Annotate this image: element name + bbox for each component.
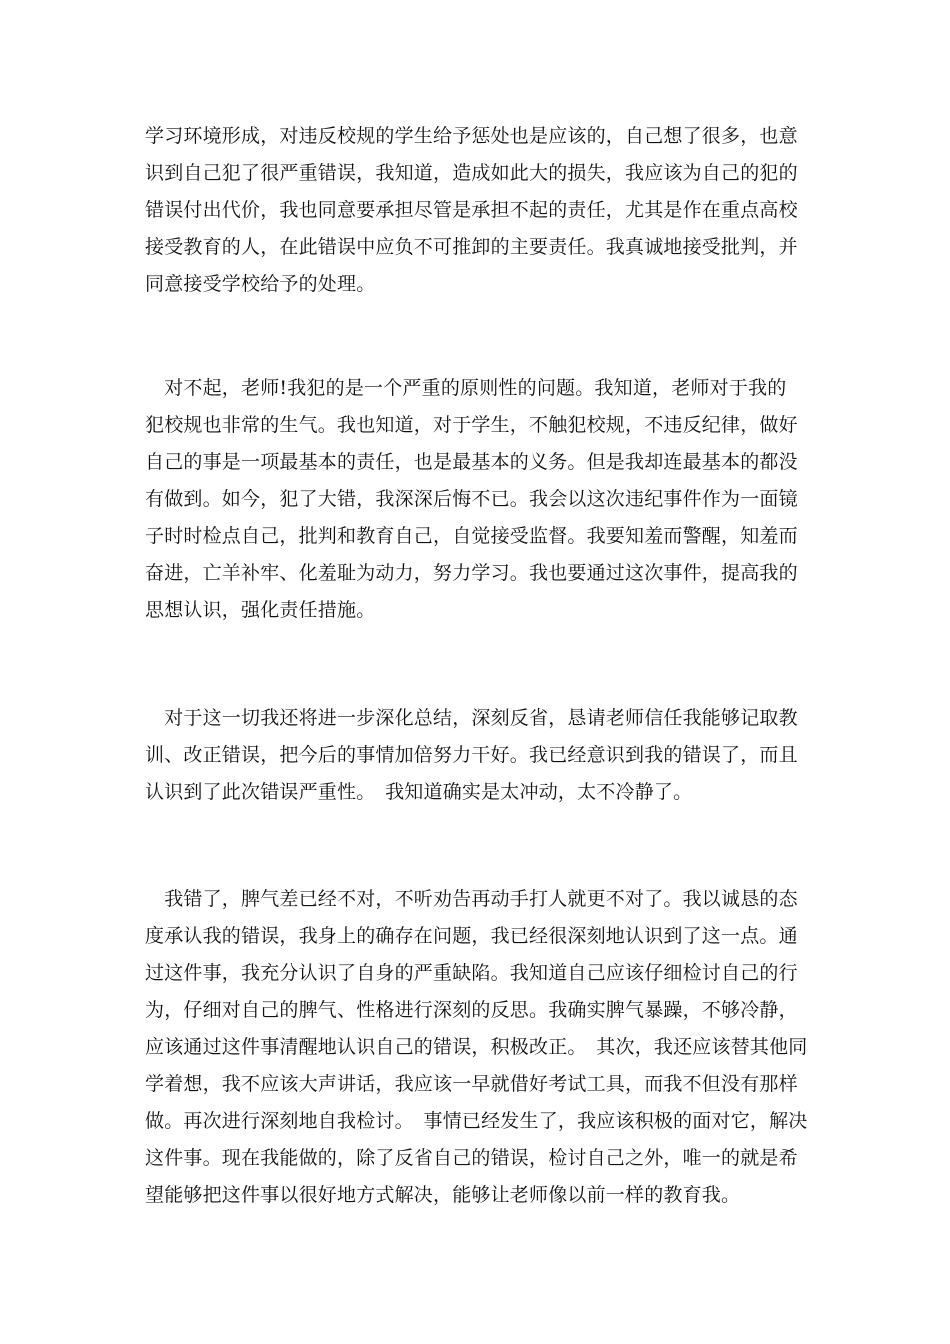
text-line: 做。再次进行深刻地自我检讨。 事情已经发生了，我应该积极的面对它，解决 xyxy=(145,1110,808,1132)
text-line: 训、改正错误，把今后的事情加倍努力干好。我已经意识到我的错误了，而且 xyxy=(145,744,798,766)
text-line: 学着想，我不应该大声讲话，我应该一早就借好考试工具，而我不但没有那样 xyxy=(145,1073,798,1095)
text-line: 认识到了此次错误严重性。 我知道确实是太冲动，太不冷静了。 xyxy=(145,781,693,803)
paragraph-4 xyxy=(145,881,808,1214)
text-line: 度承认我的错误，我身上的确存在问题，我已经很深刻地认识到了这一点。通 xyxy=(145,925,798,947)
text-line: 对不起，老师!我犯的是一个严重的原则性的问题。我知道，老师对于我的 xyxy=(145,377,787,399)
text-line: 自己的事是一项最基本的责任，也是最基本的义务。但是我却连最基本的都没 xyxy=(145,451,798,473)
text-line: 学习环境形成，对违反校规的学生给予惩处也是应该的，自己想了很多，也意 xyxy=(145,125,798,147)
text-line: 我错了，脾气差已经不对，不听劝告再动手打人就更不对了。我以诚恳的态 xyxy=(145,888,798,910)
text-line: 接受教育的人，在此错误中应负不可推卸的主要责任。我真诚地接受批判，并 xyxy=(145,236,798,258)
text-line: 子时时检点自己，批判和教育自己，自觉接受监督。我要知羞而警醒，知羞而 xyxy=(145,525,798,547)
paragraph-3 xyxy=(145,700,805,811)
text-line: 为，仔细对自己的脾气、性格进行深刻的反思。我确实脾气暴躁，不够冷静， xyxy=(145,999,798,1021)
text-line: 有做到。如今，犯了大错，我深深后悔不已。我会以这次违纪事件作为一面镜 xyxy=(145,488,798,510)
text-line: 思想认识，强化责任措施。 xyxy=(145,599,376,621)
text-line: 望能够把这件事以很好地方式解决，能够让老师像以前一样的教育我。 xyxy=(145,1184,741,1206)
text-line: 应该通过这件事清醒地认识自己的错误，积极改正。 其次，我还应该替其他同 xyxy=(145,1036,808,1058)
paragraph-2 xyxy=(145,370,805,629)
text-line: 这件事。现在我能做的，除了反省自己的错误，检讨自己之外，唯一的就是希 xyxy=(145,1147,798,1169)
paragraph-1 xyxy=(145,118,805,303)
text-line: 同意接受学校给予的处理。 xyxy=(145,273,376,295)
text-line: 对于这一切我还将进一步深化总结，深刻反省，恳请老师信任我能够记取教 xyxy=(145,707,798,729)
text-line: 识到自己犯了很严重错误，我知道，造成如此大的损失，我应该为自己的犯的 xyxy=(145,162,798,184)
text-line: 过这件事，我充分认识了自身的严重缺陷。我知道自己应该仔细检讨自己的行 xyxy=(145,962,798,984)
text-line: 奋进，亡羊补牢、化羞耻为动力，努力学习。我也要通过这次事件，提高我的 xyxy=(145,562,798,584)
text-line: 犯校规也非常的生气。我也知道，对于学生，不触犯校规，不违反纪律，做好 xyxy=(145,414,798,436)
text-line: 错误付出代价，我也同意要承担尽管是承担不起的责任，尤其是作在重点高校 xyxy=(145,199,798,221)
